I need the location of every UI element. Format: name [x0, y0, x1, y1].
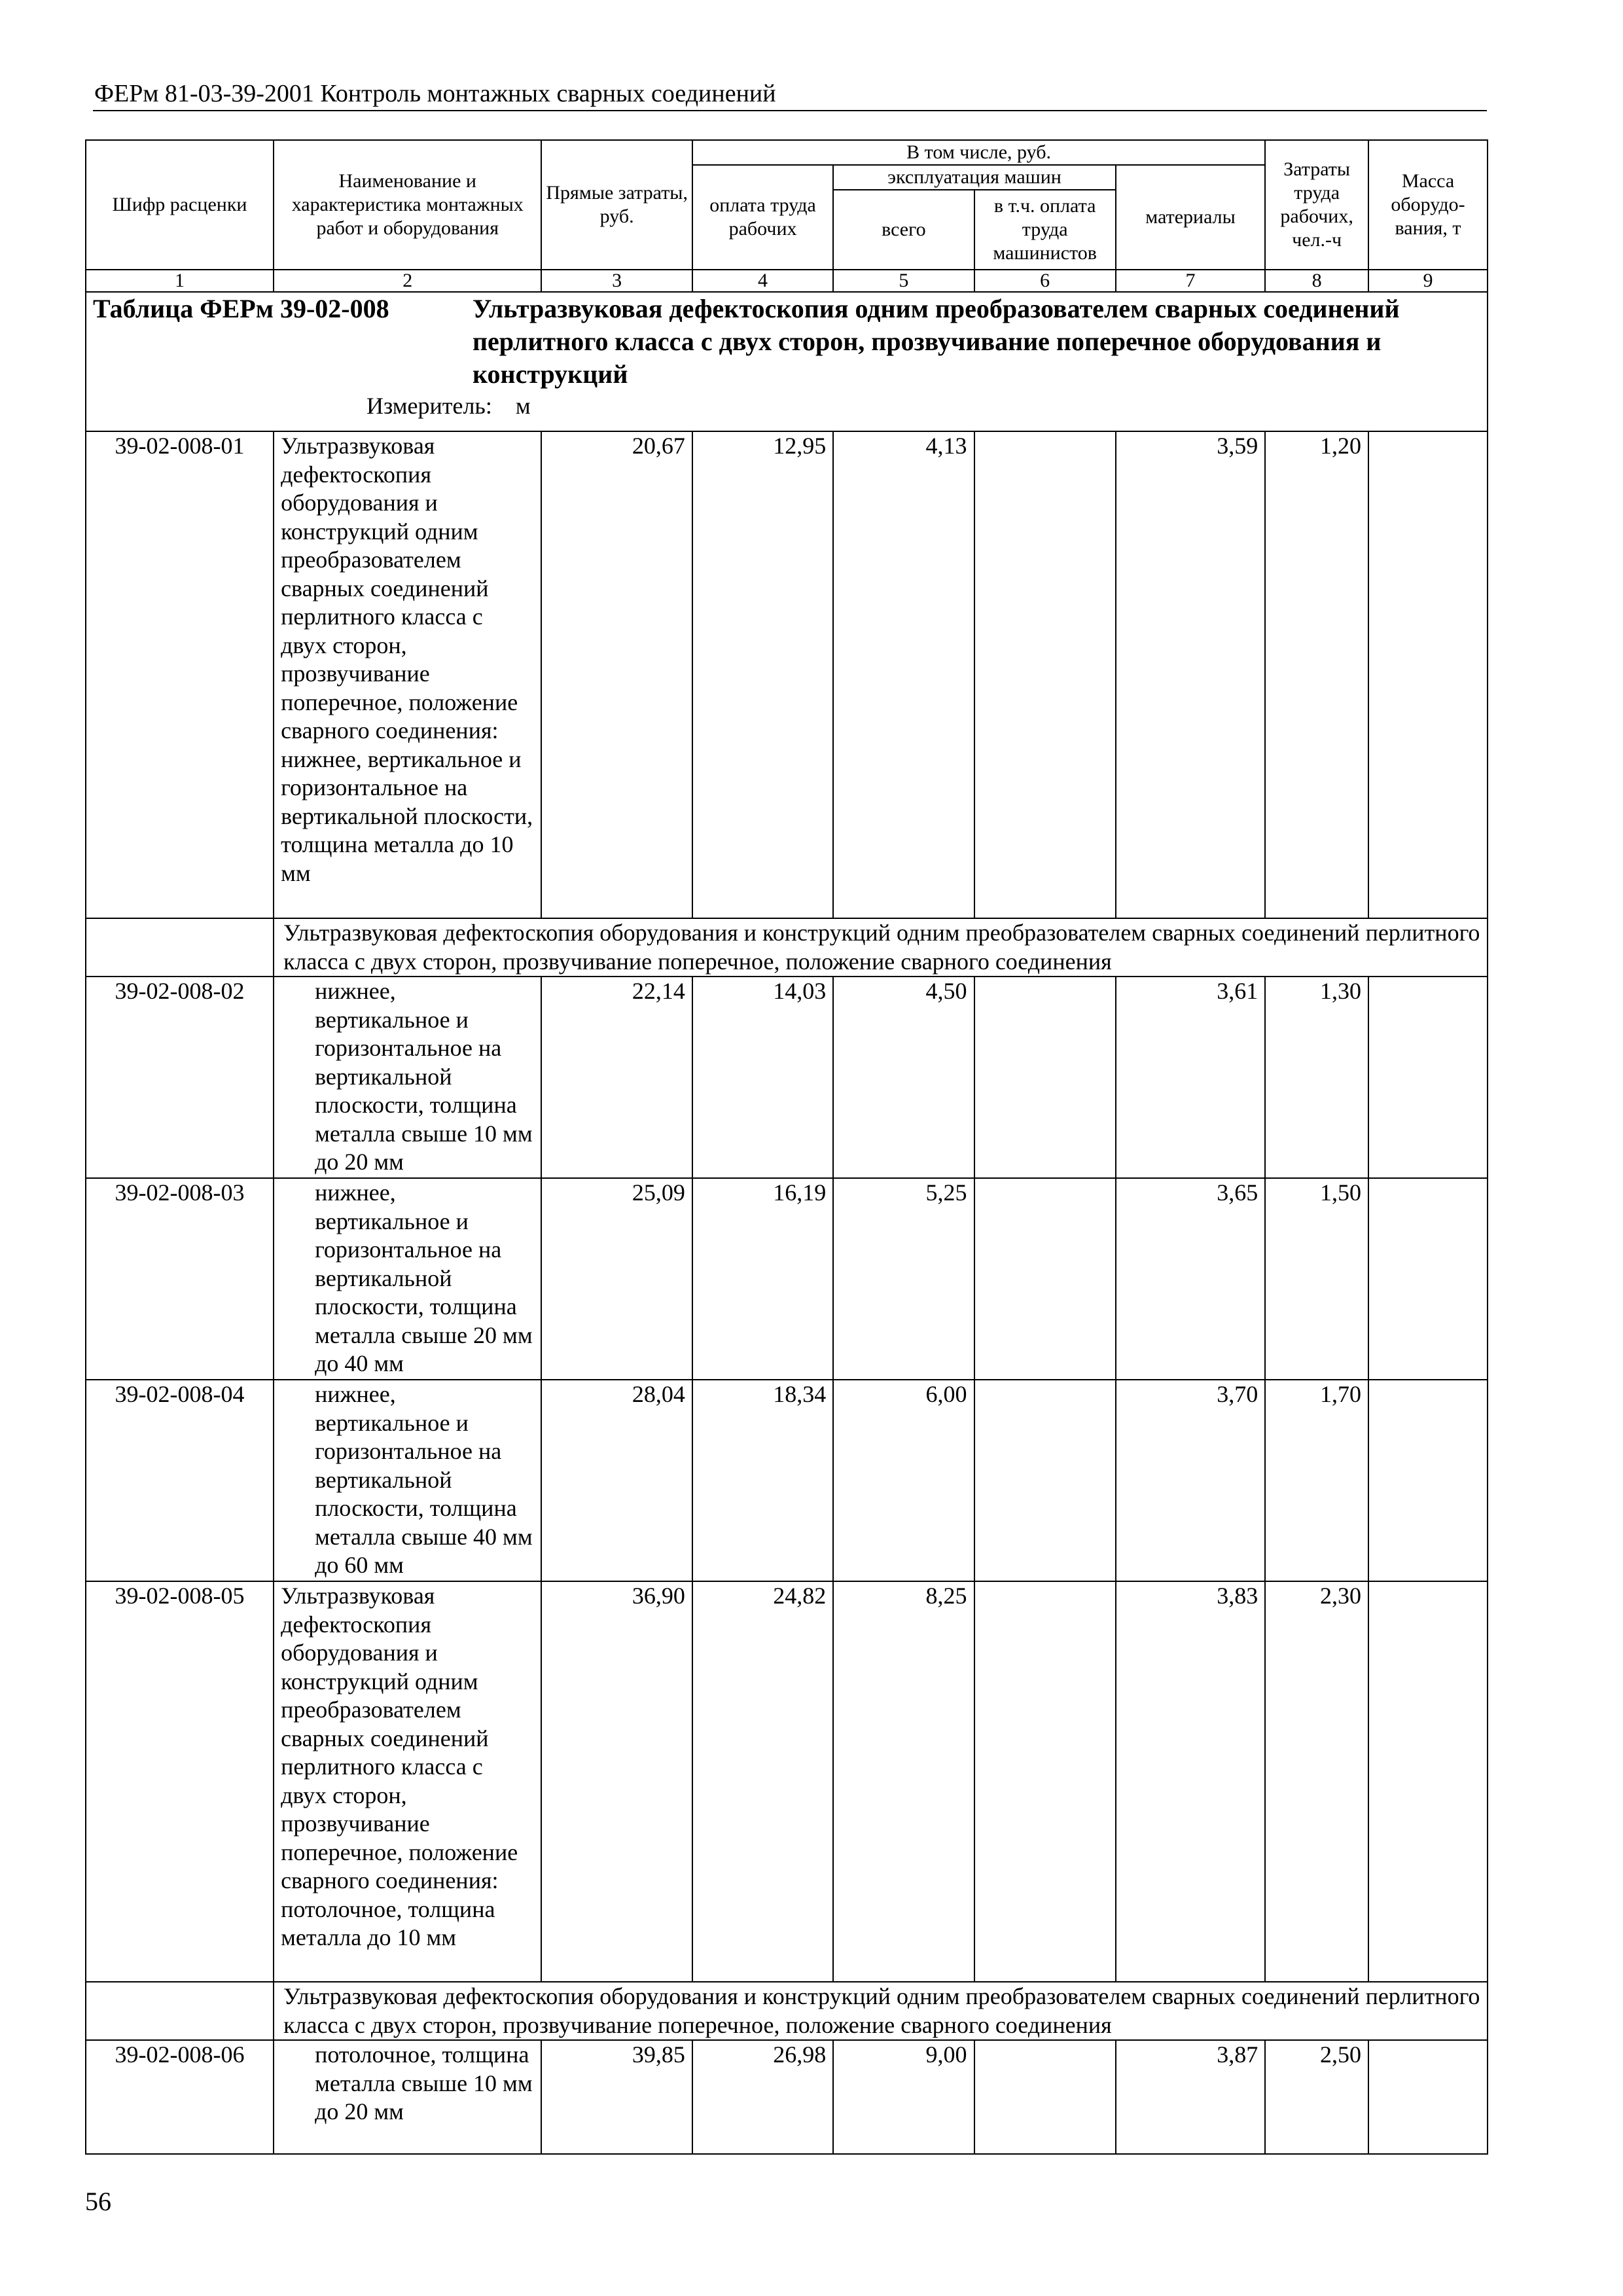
page-number: 56 [85, 2187, 111, 2216]
header-row-1 [86, 140, 1488, 165]
equipment-mass [1368, 2040, 1488, 2154]
col-header-machines-labor: в т.ч. оплата труда машинистов [974, 190, 1116, 270]
machines-total: 4,50 [833, 977, 974, 1178]
col-number: 7 [1116, 270, 1265, 292]
machines-labor [974, 431, 1116, 918]
machines-labor [974, 1581, 1116, 1982]
col-header-direct: Прямые затраты, руб. [541, 140, 692, 270]
direct-cost: 20,67 [541, 431, 692, 918]
machines-labor [974, 2040, 1116, 2154]
labor-pay: 26,98 [692, 2040, 833, 2154]
table-title [93, 293, 1480, 391]
col-header-code: Шифр расценки [86, 140, 274, 270]
subheader-text: Ультразвуковая дефектоскопия оборудования и конструкций одним преобразователем сварных соединений перлитного класса с двух сторон, прозвучивание поперечное, положение сварного соединения [274, 918, 1488, 977]
subheader-empty-cell [86, 1982, 274, 2040]
labor-pay: 14,03 [692, 977, 833, 1178]
rate-code: 39-02-008-04 [86, 1380, 274, 1581]
table-row [86, 2040, 1488, 2154]
rate-name: Ультразвуковая дефектоскопия оборудования и конструкций одним преобразователем сварных соединений перлитного класса с двух сторон, прозвучивание поперечное, положение сварного соединения: нижнее, вертикальное и горизонтальное на вертикальной плоскости, толщина металла до 10 мм [274, 431, 541, 918]
page-header [93, 71, 1487, 111]
labor-pay: 12,95 [692, 431, 833, 918]
col-header-labor-pay: оплата труда рабочих [692, 165, 833, 270]
col-number: 4 [692, 270, 833, 292]
labor-hours: 2,50 [1265, 2040, 1368, 2154]
machines-total: 5,25 [833, 1178, 974, 1380]
rate-code: 39-02-008-03 [86, 1178, 274, 1380]
subheader-row [86, 1982, 1488, 2040]
machines-labor [974, 977, 1116, 1178]
column-numbers-row [86, 270, 1488, 292]
labor-pay: 24,82 [692, 1581, 833, 1982]
materials: 3,70 [1116, 1380, 1265, 1581]
col-header-machines-total: всего [833, 190, 974, 270]
labor-pay: 16,19 [692, 1178, 833, 1380]
meter-label: Измеритель: [366, 393, 492, 419]
col-header-mass: Масса оборудо-вания, т [1368, 140, 1488, 270]
labor-hours: 1,70 [1265, 1380, 1368, 1581]
labor-hours: 1,50 [1265, 1178, 1368, 1380]
rate-name: нижнее, вертикальное и горизонтальное на вертикальной плоскости, толщина металла свыше 40 мм до 60 мм [274, 1380, 541, 1581]
machines-total: 8,25 [833, 1581, 974, 1982]
table-title-cell [86, 292, 1488, 431]
table-row [86, 1380, 1488, 1581]
equipment-mass [1368, 431, 1488, 918]
labor-pay: 18,34 [692, 1380, 833, 1581]
col-number: 1 [86, 270, 274, 292]
subheader-row [86, 918, 1488, 977]
col-header-labor: Затраты труда рабочих, чел.-ч [1265, 140, 1368, 270]
rate-code: 39-02-008-06 [86, 2040, 274, 2154]
direct-cost: 39,85 [541, 2040, 692, 2154]
col-number: 2 [274, 270, 541, 292]
table-row [86, 1178, 1488, 1380]
rate-name: нижнее, вертикальное и горизонтальное на вертикальной плоскости, толщина металла свыше 20 мм до 40 мм [274, 1178, 541, 1380]
col-header-name: Наименование и характеристика монтажных работ и оборудования [274, 140, 541, 270]
materials: 3,83 [1116, 1581, 1265, 1982]
machines-total: 4,13 [833, 431, 974, 918]
rate-name: Ультразвуковая дефектоскопия оборудования и конструкций одним преобразователем сварных соединений перлитного класса с двух сторон, прозвучивание поперечное, положение сварного соединения: потолочное, толщина металла до 10 мм [274, 1581, 541, 1982]
rate-code: 39-02-008-05 [86, 1581, 274, 1982]
rates-table [85, 139, 1488, 2155]
table-name: Ультразвуковая дефектоскопия одним преобразователем сварных соединений перлитного класса с двух сторон, прозвучивание поперечное оборудования и конструкций [473, 294, 1400, 389]
labor-hours: 1,30 [1265, 977, 1368, 1178]
col-number: 5 [833, 270, 974, 292]
table-title-row [86, 292, 1488, 431]
col-number: 6 [974, 270, 1116, 292]
subheader-empty-cell [86, 918, 274, 977]
machines-labor [974, 1380, 1116, 1581]
col-header-machines: эксплуатация машин [833, 165, 1116, 190]
equipment-mass [1368, 1380, 1488, 1581]
direct-cost: 28,04 [541, 1380, 692, 1581]
table-row [86, 431, 1488, 918]
col-number: 9 [1368, 270, 1488, 292]
equipment-mass [1368, 1581, 1488, 1982]
direct-cost: 25,09 [541, 1178, 692, 1380]
meter-unit: м [515, 393, 531, 419]
materials: 3,59 [1116, 431, 1265, 918]
subheader-text: Ультразвуковая дефектоскопия оборудования и конструкций одним преобразователем сварных соединений перлитного класса с двух сторон, прозвучивание поперечное, положение сварного соединения [274, 1982, 1488, 2040]
meter [93, 392, 1480, 420]
document-title: ФЕРм 81-03-39-2001 Контроль монтажных сварных соединений [94, 80, 776, 107]
col-header-incl: В том числе, руб. [692, 140, 1265, 165]
rate-code: 39-02-008-01 [86, 431, 274, 918]
rate-code: 39-02-008-02 [86, 977, 274, 1178]
table-row [86, 977, 1488, 1178]
col-number: 8 [1265, 270, 1368, 292]
machines-total: 6,00 [833, 1380, 974, 1581]
rate-name: потолочное, толщина металла свыше 10 мм до 20 мм [274, 2040, 541, 2154]
machines-total: 9,00 [833, 2040, 974, 2154]
rate-name: нижнее, вертикальное и горизонтальное на вертикальной плоскости, толщина металла свыше 10 мм до 20 мм [274, 977, 541, 1178]
labor-hours: 2,30 [1265, 1581, 1368, 1982]
materials: 3,87 [1116, 2040, 1265, 2154]
direct-cost: 22,14 [541, 977, 692, 1178]
col-number: 3 [541, 270, 692, 292]
equipment-mass [1368, 1178, 1488, 1380]
col-header-materials: материалы [1116, 165, 1265, 270]
materials: 3,65 [1116, 1178, 1265, 1380]
equipment-mass [1368, 977, 1488, 1178]
labor-hours: 1,20 [1265, 431, 1368, 918]
table-row [86, 1581, 1488, 1982]
materials: 3,61 [1116, 977, 1265, 1178]
machines-labor [974, 1178, 1116, 1380]
table-label: Таблица ФЕРм 39-02-008 [93, 294, 389, 323]
direct-cost: 36,90 [541, 1581, 692, 1982]
